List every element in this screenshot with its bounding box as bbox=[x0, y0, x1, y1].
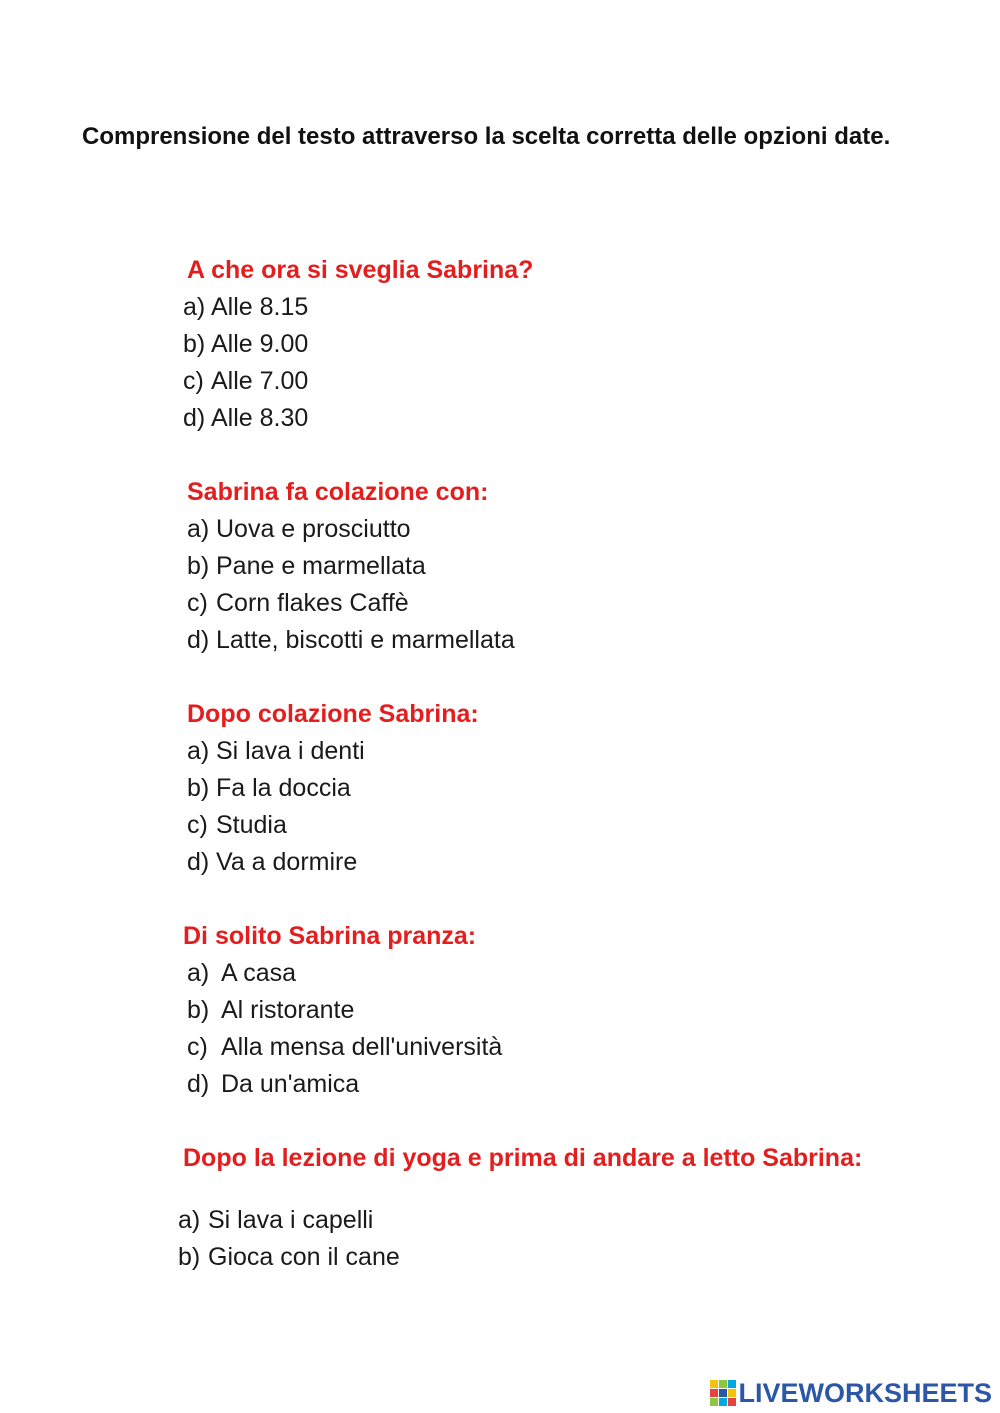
option-a[interactable] bbox=[187, 511, 515, 548]
option-text: Alle 8.15 bbox=[211, 293, 309, 321]
option-text: Gioca con il cane bbox=[208, 1243, 400, 1271]
option-letter: b) bbox=[178, 1243, 201, 1271]
option-letter: b) bbox=[187, 996, 210, 1024]
option-letter: c) bbox=[187, 811, 208, 839]
option-letter: a) bbox=[183, 293, 206, 321]
option-letter: d) bbox=[187, 848, 210, 876]
instructions-text: Comprensione del testo attraverso la scelta corretta delle opzioni date. bbox=[82, 123, 891, 150]
question-title: Di solito Sabrina pranza: bbox=[183, 922, 477, 950]
option-letter: a) bbox=[178, 1206, 201, 1234]
option-b[interactable] bbox=[187, 548, 515, 585]
option-b[interactable] bbox=[183, 326, 533, 363]
question-1 bbox=[183, 252, 534, 437]
option-letter: d) bbox=[183, 404, 206, 432]
option-b[interactable] bbox=[187, 992, 502, 1029]
option-c[interactable] bbox=[187, 807, 479, 844]
option-a[interactable] bbox=[187, 955, 502, 992]
question-4 bbox=[183, 918, 502, 1103]
option-letter: d) bbox=[187, 626, 210, 654]
option-letter: b) bbox=[187, 552, 210, 580]
question-title: Sabrina fa colazione con: bbox=[187, 478, 489, 506]
option-text: Si lava i denti bbox=[216, 737, 365, 765]
question-3 bbox=[187, 696, 479, 881]
option-letter: b) bbox=[183, 330, 206, 358]
option-letter: b) bbox=[187, 774, 210, 802]
option-text: Studia bbox=[216, 811, 287, 839]
option-text: Alle 9.00 bbox=[211, 330, 309, 358]
option-c[interactable] bbox=[187, 585, 515, 622]
option-d[interactable] bbox=[187, 844, 479, 881]
option-d[interactable] bbox=[187, 1066, 502, 1103]
option-text: Va a dormire bbox=[216, 848, 358, 876]
logo-text: LIVEWORKSHEETS bbox=[738, 1378, 992, 1408]
option-a[interactable] bbox=[178, 1202, 862, 1239]
option-c[interactable] bbox=[187, 1029, 502, 1066]
question-title: A che ora si sveglia Sabrina? bbox=[187, 256, 534, 284]
question-title: Dopo colazione Sabrina: bbox=[187, 700, 479, 728]
option-letter: a) bbox=[187, 959, 210, 987]
option-text: Alla mensa dell'università bbox=[221, 1033, 503, 1061]
option-text: A casa bbox=[221, 959, 297, 987]
liveworksheets-logo bbox=[710, 1377, 992, 1409]
question-2 bbox=[187, 474, 515, 659]
option-letter: c) bbox=[187, 1033, 208, 1061]
option-letter: c) bbox=[183, 367, 204, 395]
option-c[interactable] bbox=[183, 363, 533, 400]
option-d[interactable] bbox=[187, 622, 515, 659]
option-a[interactable] bbox=[187, 733, 479, 770]
question-title: Dopo la lezione di yoga e prima di andare a letto Sabrina: bbox=[183, 1144, 863, 1172]
option-letter: a) bbox=[187, 737, 210, 765]
option-letter: d) bbox=[187, 1070, 210, 1098]
option-letter: a) bbox=[187, 515, 210, 543]
option-text: Alle 8.30 bbox=[211, 404, 309, 432]
option-text: Alle 7.00 bbox=[211, 367, 309, 395]
option-b[interactable] bbox=[187, 770, 479, 807]
option-d[interactable] bbox=[183, 400, 533, 437]
option-a[interactable] bbox=[183, 289, 533, 326]
option-letter: c) bbox=[187, 589, 208, 617]
option-text: Latte, biscotti e marmellata bbox=[216, 626, 515, 654]
option-b[interactable] bbox=[178, 1239, 862, 1276]
liveworksheets-logo-icon bbox=[710, 1380, 736, 1406]
option-text: Si lava i capelli bbox=[208, 1206, 374, 1234]
option-text: Corn flakes Caffè bbox=[216, 589, 409, 617]
option-text: Pane e marmellata bbox=[216, 552, 426, 580]
option-text: Al ristorante bbox=[221, 996, 355, 1024]
option-text: Uova e prosciutto bbox=[216, 515, 411, 543]
option-text: Fa la doccia bbox=[216, 774, 351, 802]
question-5 bbox=[178, 1140, 863, 1276]
option-text: Da un'amica bbox=[221, 1070, 360, 1098]
